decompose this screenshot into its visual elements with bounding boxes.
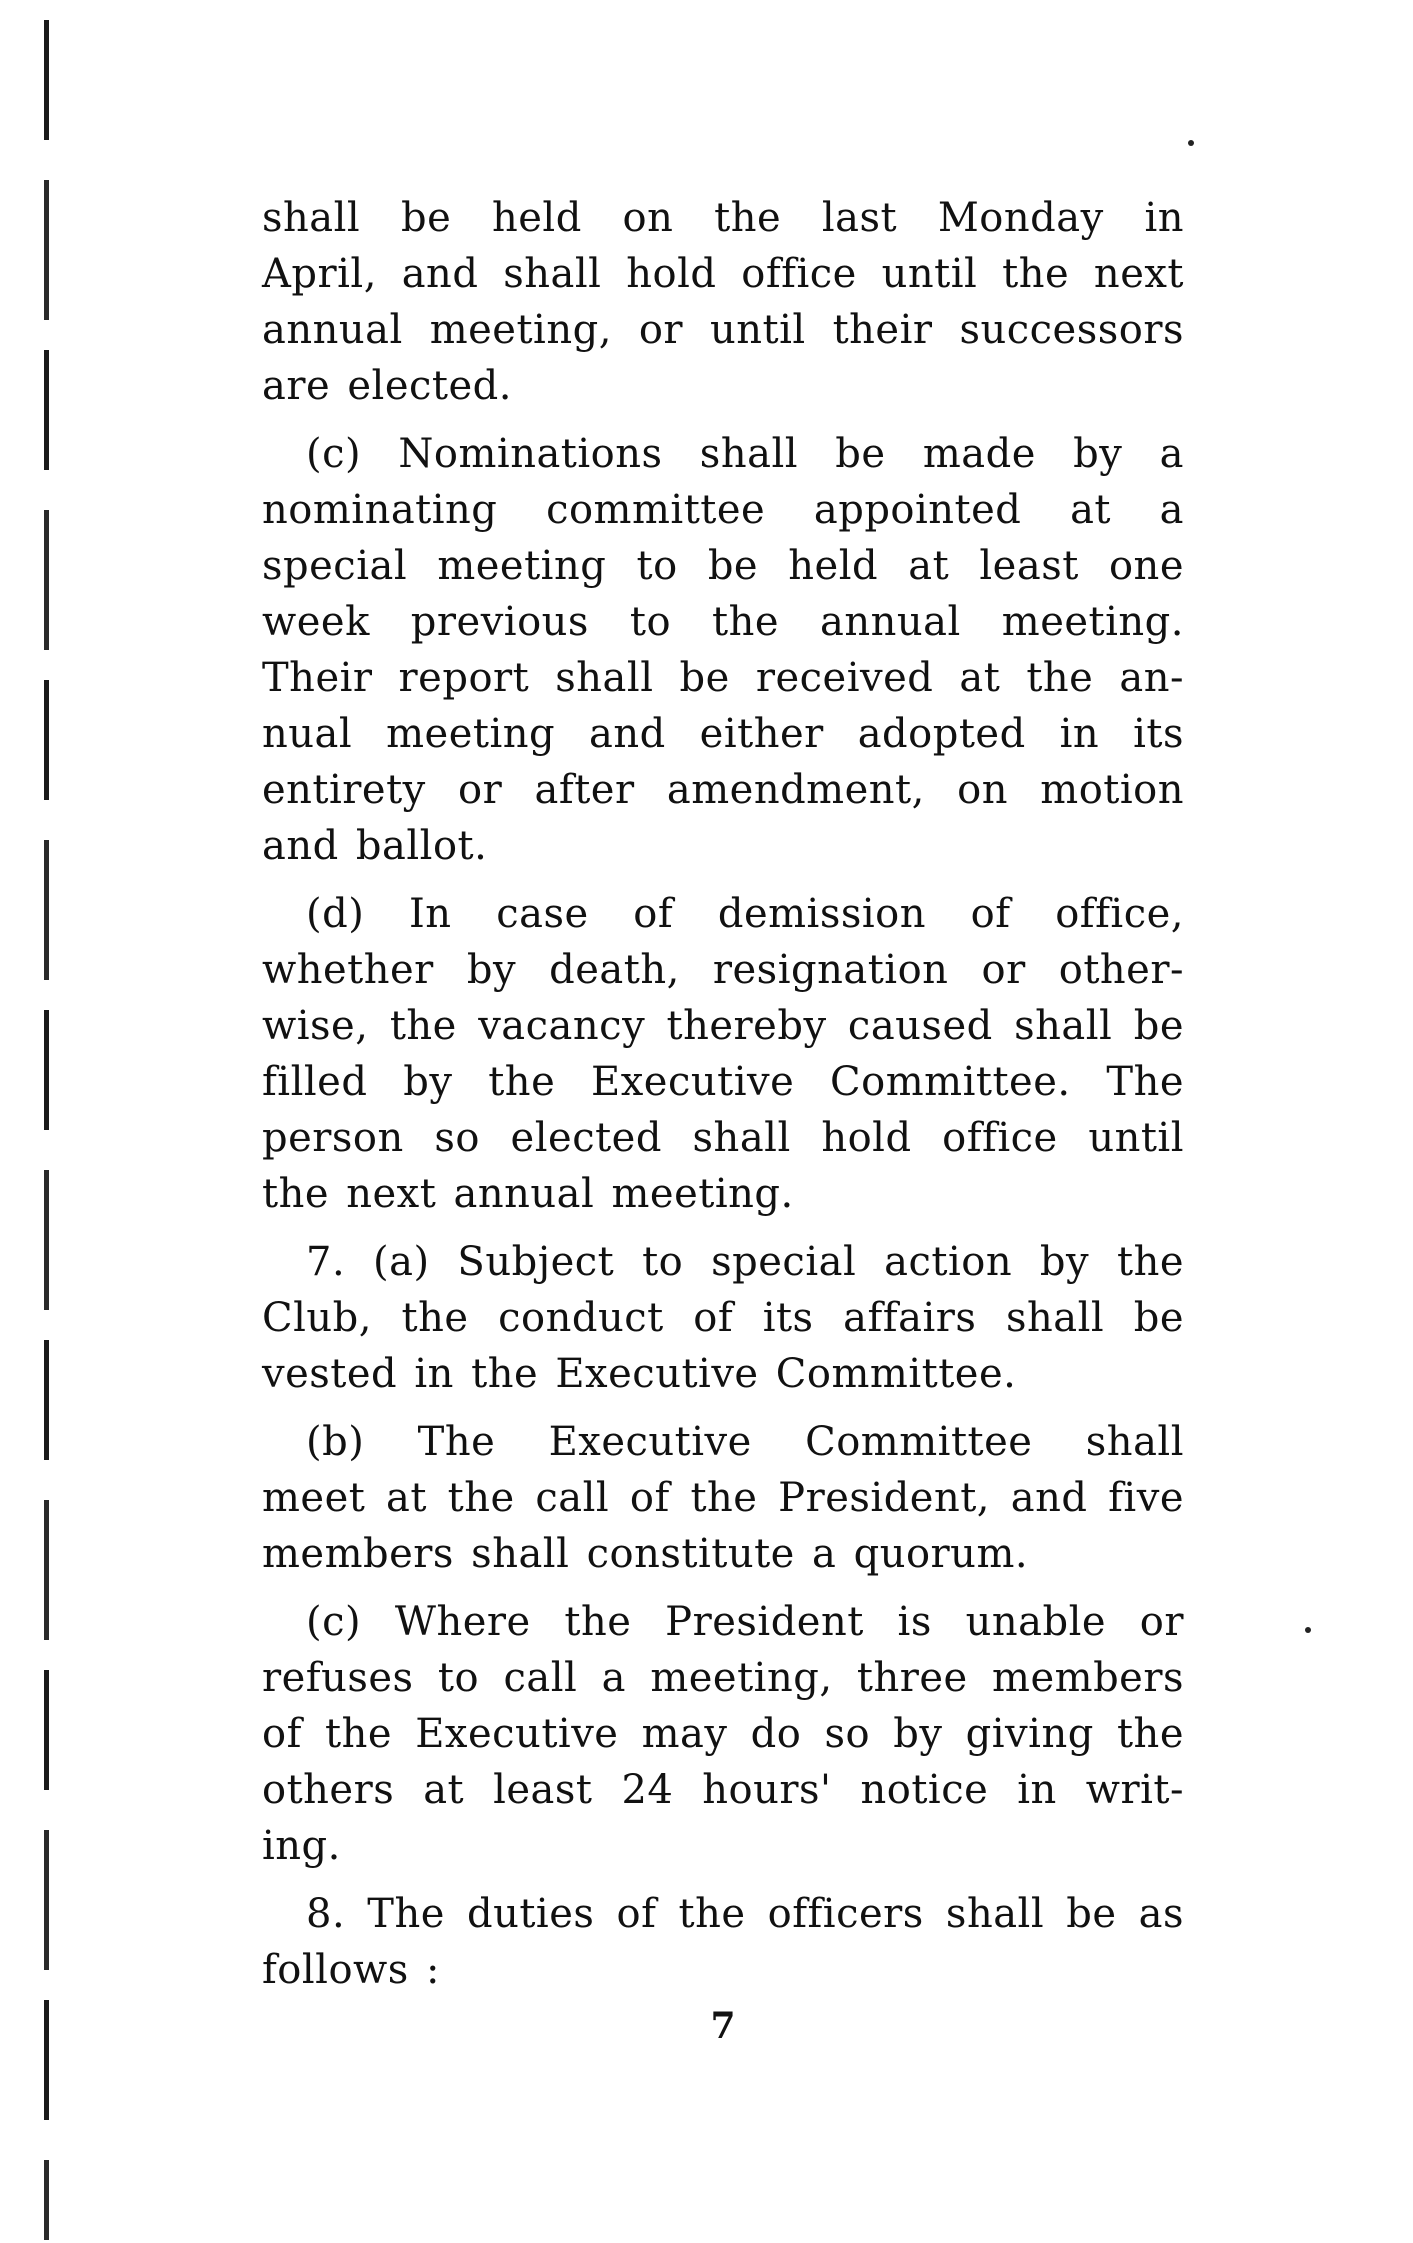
text-line: entirety or after amendment, on motion [262,767,1184,813]
text-line: (c) Nominations shall be made by a [306,431,1184,477]
text-line: person so elected shall hold office until [262,1115,1184,1161]
text-line: (b) The Executive Committee shall [306,1419,1184,1465]
text-line: meet at the call of the President, and five [262,1475,1184,1521]
scan-speck [1188,140,1194,146]
text-line: week previous to the annual meeting. [262,599,1184,645]
text-line: 7. (a) Subject to special action by the [306,1239,1184,1285]
text-line: April, and shall hold office until the next [262,251,1184,297]
paragraph-continuation [262,190,1184,414]
paragraph-7b [262,1414,1184,1582]
scan-border-shadow [44,20,49,2240]
text-line: (c) Where the President is unable or [306,1599,1184,1645]
paragraph-6c [262,426,1184,874]
document-page [262,190,1184,2047]
text-line: members shall constitute a quorum. [262,1531,1029,1577]
paragraph-6d [262,886,1184,1222]
text-line: 8. The duties of the officers shall be as [306,1891,1184,1937]
text-line: filled by the Executive Committee. The [262,1059,1184,1105]
text-line: Club, the conduct of its affairs shall be [262,1295,1184,1341]
text-line: whether by death, resignation or other- [262,947,1184,993]
text-line: are elected. [262,363,512,409]
text-line: of the Executive may do so by giving the [262,1711,1184,1757]
text-line: refuses to call a meeting, three members [262,1655,1184,1701]
text-line: annual meeting, or until their successors [262,307,1184,353]
text-line: vested in the Executive Committee. [262,1351,1017,1397]
text-line: nual meeting and either adopted in its [262,711,1184,757]
text-line: follows : [262,1947,441,1993]
text-line: special meeting to be held at least one [262,543,1184,589]
text-line: ing. [262,1823,341,1869]
paragraph-8 [262,1886,1184,1998]
text-line: Their report shall be received at the an- [262,655,1184,701]
text-line: (d) In case of demission of office, [306,891,1184,937]
scan-speck [1305,1627,1311,1633]
page-number: 7 [710,2005,736,2047]
paragraph-7c [262,1594,1184,1874]
text-line: and ballot. [262,823,488,869]
text-line: the next annual meeting. [262,1171,794,1217]
text-line: others at least 24 hours' notice in writ- [262,1767,1184,1813]
paragraph-7a [262,1234,1184,1402]
text-line: nominating committee appointed at a [262,487,1184,533]
text-line: shall be held on the last Monday in [262,195,1184,241]
text-line: wise, the vacancy thereby caused shall be [262,1003,1184,1049]
